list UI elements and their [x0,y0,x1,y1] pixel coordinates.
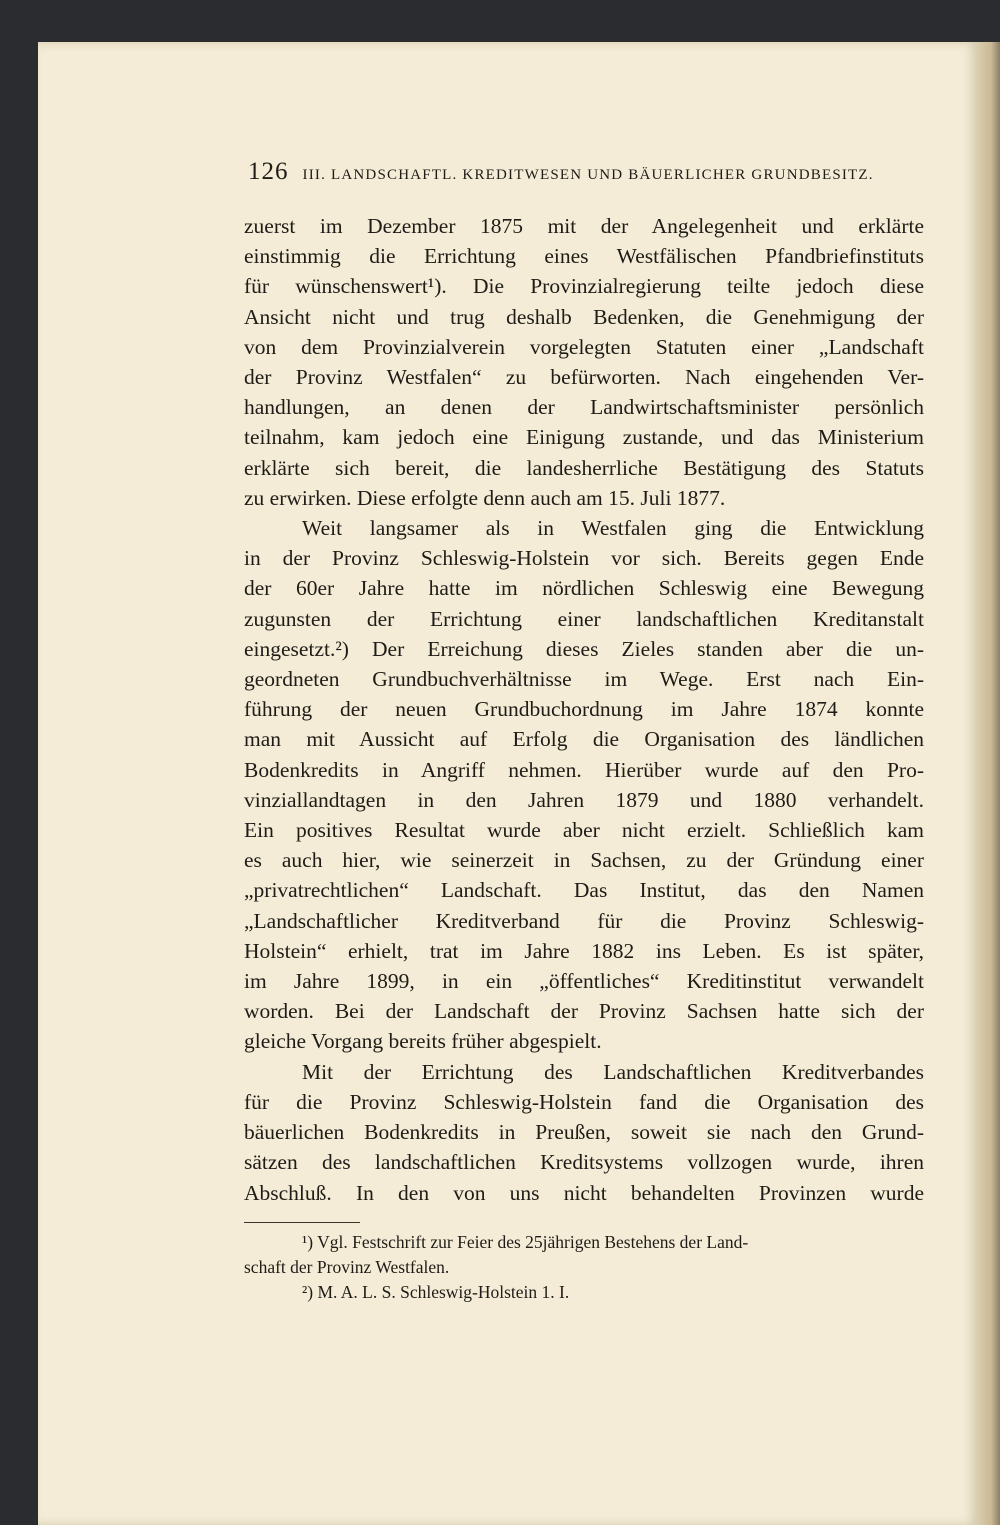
text-line: „privatrechtlichen“ Landschaft. Das Institut, das den Namen [244,878,924,903]
text-line: für die Provinz Schleswig-Holstein fand die Organisation des [244,1089,924,1114]
text-line: zu erwirken. Diese erfolgte denn auch am 15. Juli 1877. [244,485,726,510]
text-line: handlungen, an denen der Landwirtschaftsminister persönlich [244,395,924,420]
footnote-2: ²) M. A. L. S. Schleswig-Holstein 1. I. [302,1282,570,1302]
text-line: vinziallandtagen in den Jahren 1879 und 1880 verhandelt. [244,787,924,812]
text-line: der 60er Jahre hatte im nördlichen Schleswig eine Bewegung [244,576,924,601]
text-line: gleiche Vorgang bereits früher abgespielt. [244,1029,602,1054]
text-line: Bodenkredits in Angriff nehmen. Hierüber wurde auf den Pro- [244,757,924,782]
footnote-divider [244,1222,360,1223]
page-number: 126 [248,158,289,185]
text-line: Weit langsamer als in Westfalen ging die Entwicklung [302,516,924,541]
text-line: sätzen des landschaftlichen Kreditsystems vollzogen wurde, ihren [244,1150,924,1175]
text-line: einstimmig die Errichtung eines Westfälischen Pfandbriefinstituts [244,244,924,269]
page-header [248,158,928,186]
text-line: teilnahm, kam jedoch eine Einigung zustande, und das Ministerium [244,425,924,450]
text-line: der Provinz Westfalen“ zu befürworten. Nach eingehenden Ver- [244,365,924,390]
footnote-1-line-1: ¹) Vgl. Festschrift zur Feier des 25jährigen Bestehens der Land- [302,1232,749,1252]
footnotes [244,1230,924,1305]
page-edge [978,42,1000,1525]
text-line: für wünschenswert¹). Die Provinzialregierung teilte jedoch diese [244,274,924,299]
running-title: III. LANDSCHAFTL. KREDITWESEN UND BÄUERLICHER GRUNDBESITZ. [302,167,874,183]
text-line: in der Provinz Schleswig-Holstein vor sich. Bereits gegen Ende [244,546,924,571]
text-line: Mit der Errichtung des Landschaftlichen Kreditverbandes [302,1059,924,1084]
text-line: es auch hier, wie seinerzeit in Sachsen, zu der Gründung einer [244,848,924,873]
text-line: bäuerlichen Bodenkredits in Preußen, soweit sie nach den Grund- [244,1120,924,1145]
text-line: geordneten Grundbuchverhältnisse im Wege. Erst nach Ein- [244,667,924,692]
text-line: Ein positives Resultat wurde aber nicht erzielt. Schließlich kam [244,818,924,843]
text-line: führung der neuen Grundbuchordnung im Jahre 1874 konnte [244,697,924,722]
text-line: „Landschaftlicher Kreditverband für die Provinz Schleswig- [244,908,924,933]
text-line: man mit Aussicht auf Erfolg die Organisation des ländlichen [244,727,924,752]
text-line: zugunsten der Errichtung einer landschaftlichen Kreditanstalt [244,606,924,631]
body-text [244,211,924,1208]
text-line: im Jahre 1899, in ein „öffentliches“ Kreditinstitut verwandelt [244,969,924,994]
text-line: von dem Provinzialverein vorgelegten Statuten einer „Landschaft [244,334,924,359]
text-line: zuerst im Dezember 1875 mit der Angelegenheit und erklärte [244,214,924,238]
text-line: Holstein“ erhielt, trat im Jahre 1882 ins Leben. Es ist später, [244,938,924,963]
text-line: eingesetzt.²) Der Erreichung dieses Zieles standen aber die un- [244,636,924,661]
footnote-1-line-2: schaft der Provinz Westfalen. [244,1257,450,1277]
text-line: Ansicht nicht und trug deshalb Bedenken, die Genehmigung der [244,304,924,329]
text-line: erklärte sich bereit, die landesherrliche Bestätigung des Statuts [244,455,924,480]
text-line: worden. Bei der Landschaft der Provinz Sachsen hatte sich der [244,999,924,1024]
text-line: Abschluß. In den von uns nicht behandelten Provinzen wurde [244,1180,924,1205]
